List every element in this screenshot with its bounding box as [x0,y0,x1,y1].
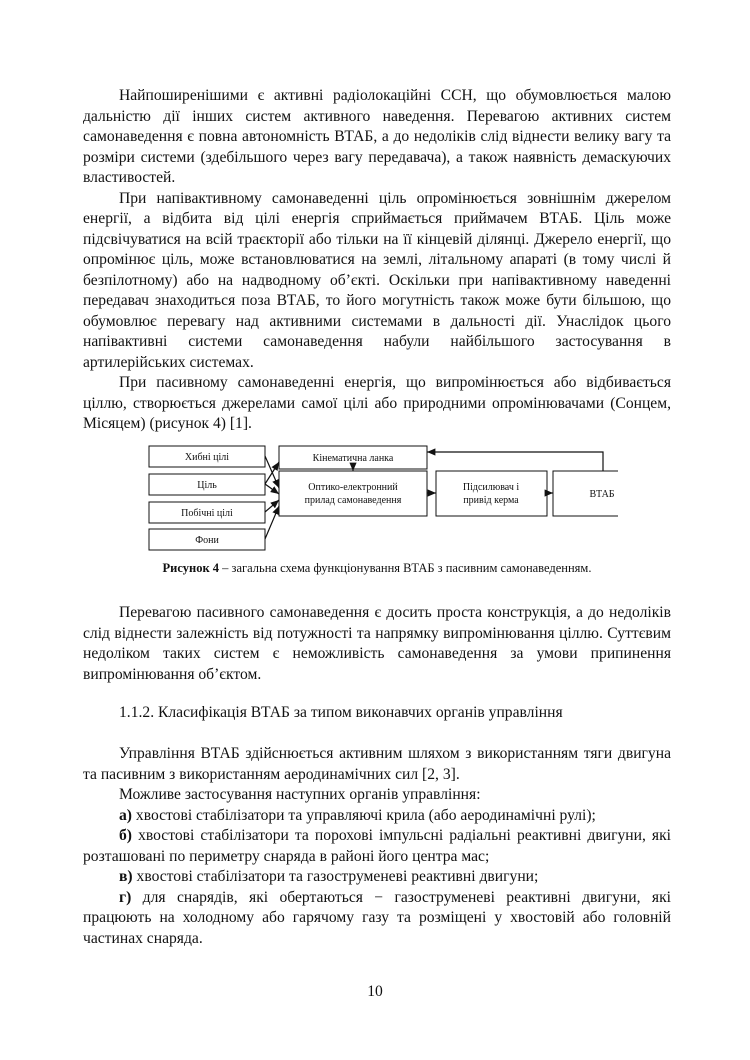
list-marker: а) [119,806,132,824]
label-amp-line2: привід керма [463,495,519,506]
list-item-text: хвостові стабілізатори та газоструменеві реактивні двигуни; [132,868,539,885]
caption-text: – загальна схема функціонування ВТАБ з пасивним самонаведенням. [219,561,592,575]
arrow-target-to-kinematic [265,462,279,484]
passive-advantages-text [83,603,671,685]
list-marker: г) [119,888,132,906]
label-amp-line1: Підсилювач і [462,482,520,493]
label-vtab: ВТАБ [589,489,615,500]
list-item-text: хвостові стабілізатори та порохові імпульсні радіальні реактивні двигуни, які розташовані по периметру снаряда в районі його центра мас; [83,827,671,865]
list-item [83,826,671,867]
passive-homing-diagram [148,440,618,556]
control-organs-text [83,744,671,949]
label-false-targets: Хибні цілі [184,452,230,463]
label-oep-line1: Оптико-електронний [308,482,398,493]
intro-text [83,86,671,435]
list-item-text: для снарядів, які обертаються − газоструменеві реактивні двигуни, які працюють на холодному або гарячому газу та розміщені у хвостовій або головній частинах снаряда. [83,888,671,947]
paragraph-control: Управління ВТАБ здійснюється активним шляхом з використанням тяги двигуна та пасивним з використанням аеродинамічних сил [2, 3]. [83,745,671,783]
caption-label: Рисунок 4 [162,561,220,575]
arrow-vtab-feedback [427,452,603,471]
figure-caption [83,560,671,576]
box-optoelectronic-device [279,471,427,516]
label-target: Ціль [197,480,217,491]
list-marker: в) [119,868,133,885]
arrow-target-to-oep [265,484,279,494]
paragraph-passive-homing: При пасивному самонаведенні енергія, що випромінюється або відбивається ціллю, створюється джерелами самої цілі або природними опромінювачами (Сонцем, Місяцем) (рисунок 4) [1]. [83,374,671,432]
list-item [83,806,671,827]
paragraph-active-homing: Найпоширенішими є активні радіолокаційні ССН, що обумовлюється малою дальністю дії інших систем активного наведення. Перевагою активних систем самонаведення є повна автономність ВТАБ, а до недоліків слід віднести велику вагу та розміри системи (здебільшого через вагу передавача), а також наявність демаскуючих властивостей. [83,87,671,186]
box-amplifier-actuator [436,471,547,516]
list-intro: Можливе застосування наступних органів управління: [119,786,481,803]
section-heading: 1.1.2. Класифікація ВТАБ за типом виконавчих органів управління [119,704,563,721]
list-item-text: хвостові стабілізатори та управляючі крила (або аеродинамічні рулі); [132,806,596,824]
page-number: 10 [367,983,383,1000]
paragraph-passive-advantages: Перевагою пасивного самонаведення є досить проста конструкція, а до недоліків слід віднести залежність від потужності та напрямку випромінювання ціллю. Суттєвим недоліком таких систем є неможливість самонаведення за умови припинення випромінювання об’єктом. [83,604,671,683]
label-oep-line2: прилад самонаведення [304,495,402,506]
list-item [83,867,671,888]
list-marker: б) [119,827,132,844]
list-item [83,888,671,950]
paragraph-semiactive-homing: При напівактивному самонаведенні ціль опромінюється зовнішнім джерелом енергії, а відбита від цілі енергія сприймається приймачем ВТАБ. Ціль може підсвічуватися на всій траєкторії або тільки на її кінцевій ділянці. Джерело енергії, що опромінює ціль, може встановлюватися на землі, літальному апараті (в тому числі й безпілотному) або на надводному об’єкті. Оскільки при напівактивному наведенні передавач знаходиться поза ВТАБ, то його могутність також може бути більшою, що обумовлює перевагу над активними системами в дальності дії. Унаслідок цього напівактивні системи самонаведення набули найбільшого застосування в артилерійських системах. [83,189,671,371]
label-kinematic-link: Кінематична ланка [312,453,394,464]
label-backgrounds: Фони [195,535,219,546]
label-side-targets: Побічні цілі [181,508,233,519]
